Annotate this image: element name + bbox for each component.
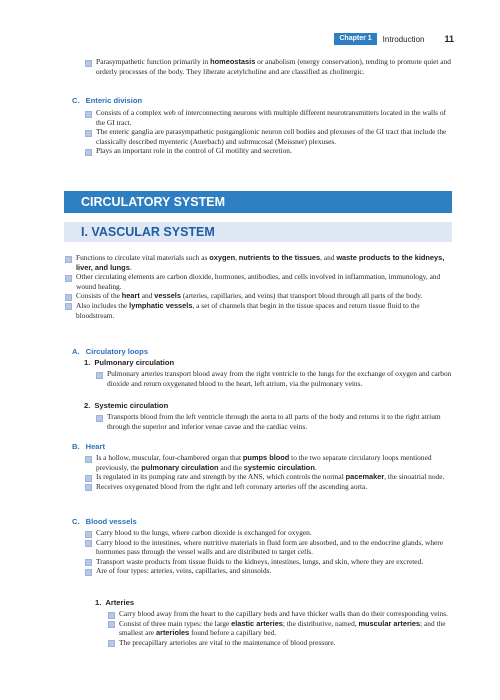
blood-vessels-list	[84, 528, 454, 576]
list-item: Plays an important role in the control of GI motility and secretion.	[84, 146, 454, 156]
list-item: Carry blood to the intestines, where nutritive materials in fluid form are absorbed, and to the endocrine glands, where hormones pass through the vessel walls and are distributed to target cells.	[84, 538, 454, 557]
page-number: 11	[444, 34, 454, 44]
heading-heart: B. Heart	[72, 442, 106, 451]
list-item: Parasympathetic function primarily in homeostasis or anabolism (energy conservation), tending to promote quiet and orderly processes of the body. They liberate acetylcholine and are classified as cholinergic.	[84, 57, 454, 76]
vascular-list	[64, 253, 454, 320]
list-item: The precapillary arterioles are vital to the maintenance of blood pressure.	[107, 638, 454, 648]
list-item: Are of four types: arteries, veins, capillaries, and sinusoids.	[84, 566, 454, 576]
list-item: Transports blood from the left ventricle through the aorta to all parts of the body and returns it to the right atrium through the superior and inferior venae cavae and the cardiac veins.	[95, 412, 454, 431]
section-banner	[64, 191, 452, 213]
list-item: Other circulating elements are carbon dioxide, hormones, antibodies, and cells involved in inflammation, immunology, and wound healing.	[64, 272, 454, 291]
heading-arteries: 1. Arteries	[95, 598, 135, 607]
list-item: Consists of the heart and vessels (arteries, capillaries, and veins) that transport blood through all parts of the body.	[64, 291, 454, 301]
heading-blood-vessels: C. Blood vessels	[72, 517, 137, 526]
chapter-title: Introduction	[382, 34, 425, 44]
list-item: Consist of three main types: the large elastic arteries; the distributive, named, muscular arteries; and the smallest are arterioles found before a capillary bed.	[107, 619, 454, 638]
subsection-banner	[64, 222, 452, 242]
heading-circulatory-loops: A. Circulatory loops	[72, 347, 149, 356]
list-item: Transport waste products from tissue fluids to the kidneys, intestines, lungs, and skin, where they are excreted.	[84, 557, 454, 567]
list-item: Also includes the lymphatic vessels, a set of channels that begin in the tissue spaces and return tissue fluid to the bloodstream.	[64, 301, 454, 320]
list-item: Carry blood to the lungs, where carbon dioxide is exchanged for oxygen.	[84, 528, 454, 538]
list-item: Receives oxygenated blood from the right and left coronary arteries off the ascending aorta.	[84, 482, 454, 492]
heading-pulmonary-circulation: 1. Pulmonary circulation	[84, 358, 175, 367]
arteries-list	[107, 609, 454, 647]
heart-list	[84, 453, 454, 491]
list-item: Pulmonary arteries transport blood away from the right ventricle to the lungs for the exchange of oxygen and carbon dioxide and return oxygenated blood to the heart, left atrium, via the pulmonary veins.	[95, 369, 454, 388]
list-item: Consists of a complex web of interconnecting neurons with multiple different neurotransmitters located in the walls of the GI tract.	[84, 108, 454, 127]
list-item: Carry blood away from the heart to the capillary beds and have thicker walls than do their corresponding veins.	[107, 609, 454, 619]
list-item: Is regulated in its pumping rate and strength by the ANS, which controls the normal pacemaker, the sinoatrial node.	[84, 472, 454, 482]
section-title: CIRCULATORY SYSTEM	[81, 195, 225, 209]
subsection-title: I. VASCULAR SYSTEM	[81, 225, 215, 239]
list-item: Functions to circulate vital materials such as oxygen, nutrients to the tissues, and waste products to the kidneys, liver, and lungs.	[64, 253, 454, 272]
enteric-list	[84, 108, 454, 156]
list-item: Is a hollow, muscular, four-chambered organ that pumps blood to the two separate circulatory loops mentioned previously, the pulmonary circulation and the systemic circulation.	[84, 453, 454, 472]
heading-systemic-circulation: 2. Systemic circulation	[84, 401, 169, 410]
pulmonary-list	[95, 369, 454, 388]
heading-enteric-division: C. Enteric division	[72, 96, 143, 105]
systemic-list	[95, 412, 454, 431]
running-header	[334, 33, 454, 45]
top-bullet-block	[84, 57, 454, 76]
list-item: The enteric ganglia are parasympathetic postganglionic neuron cell bodies and plexuses of the GI tract that include the classically described myenteric (Auerbach) and submucosal (Meissner) plexuses.	[84, 127, 454, 146]
chapter-tag: Chapter 1	[334, 33, 376, 45]
